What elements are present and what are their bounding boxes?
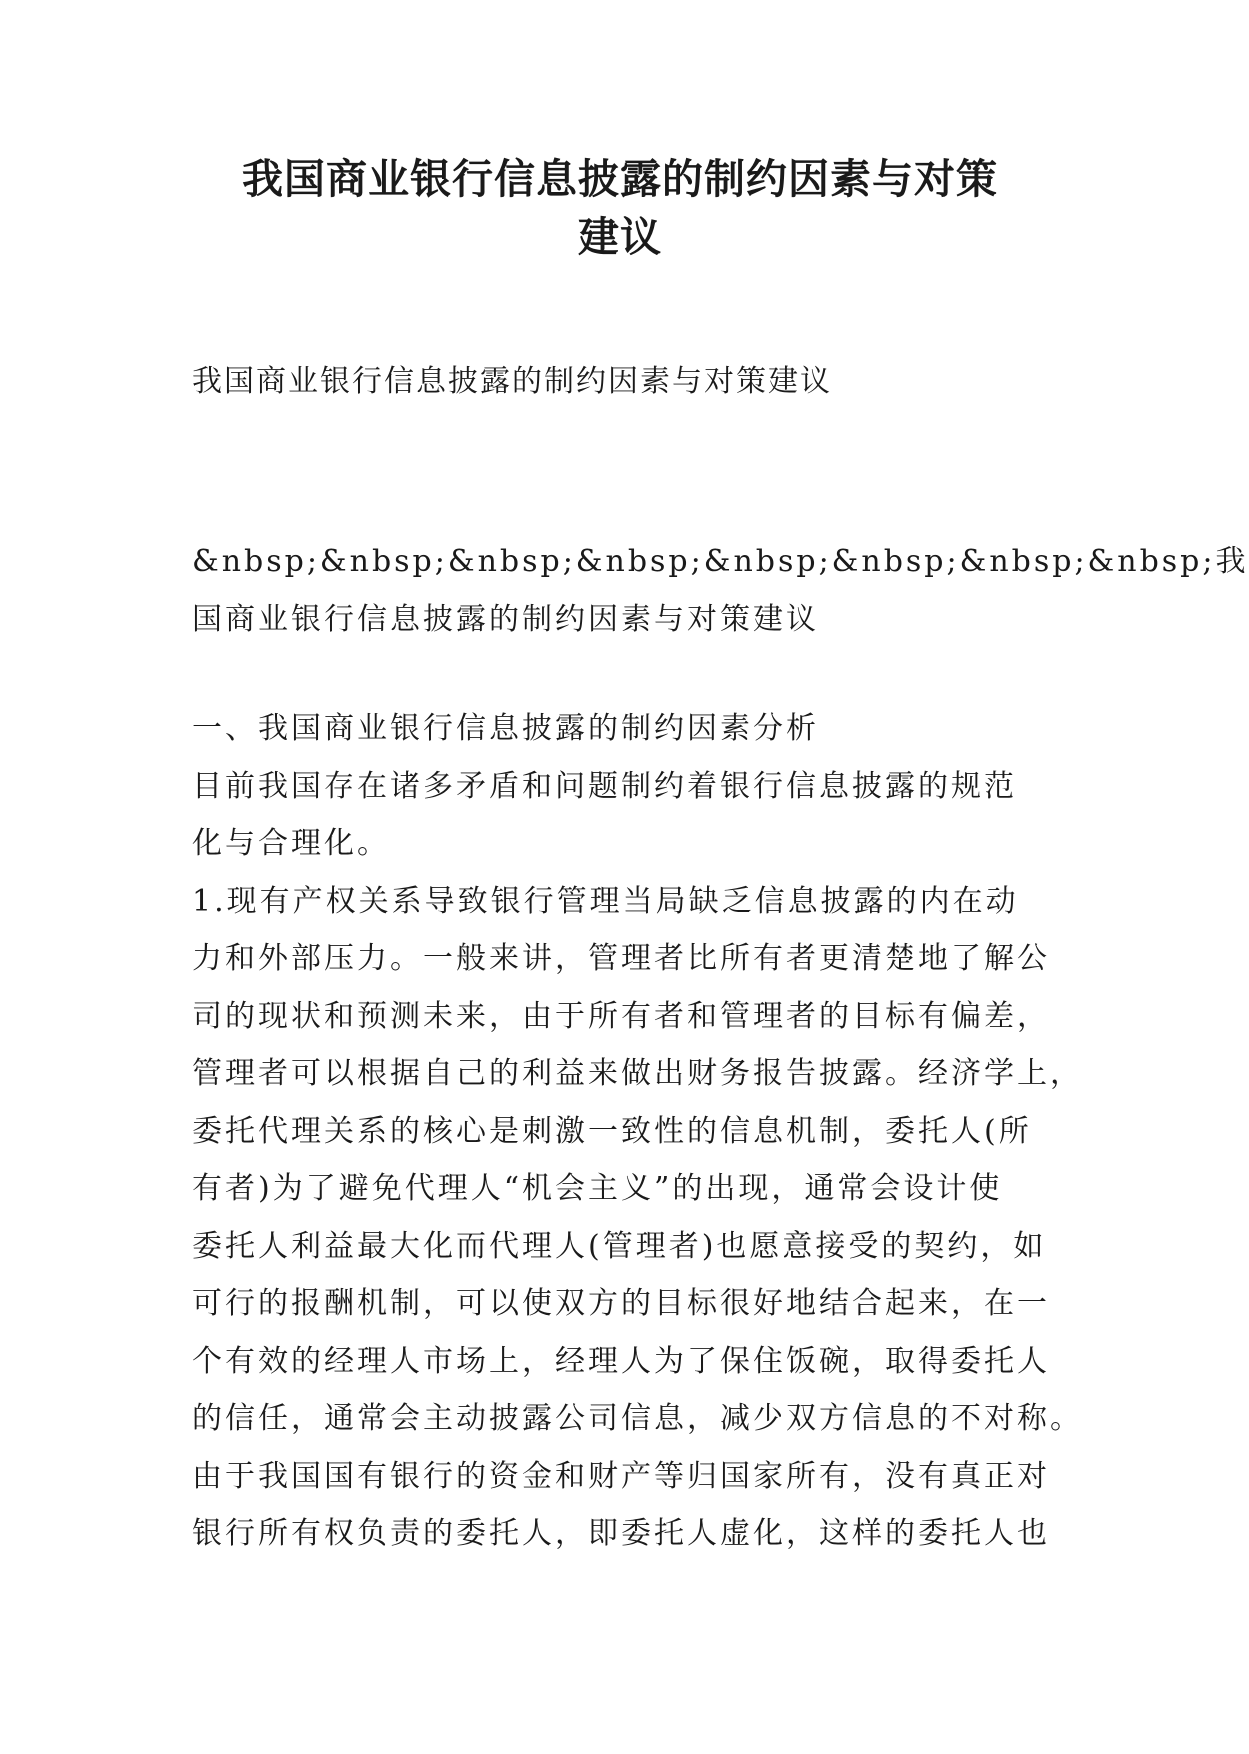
intro-line-1-end: 我 — [1215, 544, 1249, 579]
intro-paragraph — [192, 533, 1249, 648]
paragraph-line: 由于我国国有银行的资金和财产等归国家所有，没有真正对 — [192, 1458, 1050, 1494]
paragraph-line: 的信任，通常会主动披露公司信息，减少双方信息的不对称。 — [192, 1401, 1083, 1436]
paragraph-line: 司的现状和预测未来，由于所有者和管理者的目标有偏差， — [192, 998, 1050, 1034]
title-line-2: 建议 — [578, 213, 662, 261]
paragraph-line: 管理者可以根据自己的利益来做出财务报告披露。经济学上， — [192, 1056, 1083, 1091]
document-subtitle: 我国商业银行信息披露的制约因素与对策建议 — [192, 364, 832, 399]
section-body — [192, 700, 1083, 1563]
paragraph-line: 委托代理关系的核心是刺激一致性的信息机制，委托人(所 — [192, 1113, 1032, 1149]
paragraph-line: 化与合理化。 — [192, 826, 390, 861]
document-title — [190, 150, 1050, 266]
nbsp-text: &nbsp;&nbsp;&nbsp;&nbsp;&nbsp;&nbsp;&nbsp;&nbsp; — [192, 544, 1216, 579]
paragraph-line: 可行的报酬机制，可以使双方的目标很好地结合起来，在一 — [192, 1286, 1050, 1321]
paragraph-line: 个有效的经理人市场上，经理人为了保住饭碗，取得委托人 — [192, 1343, 1050, 1379]
paragraph-line: 委托人利益最大化而代理人(管理者)也愿意接受的契约，如 — [192, 1228, 1047, 1264]
paragraph-line: 力和外部压力。一般来讲，管理者比所有者更清楚地了解公 — [192, 941, 1050, 976]
paragraph-line: 目前我国存在诸多矛盾和问题制约着银行信息披露的规范 — [192, 768, 1017, 804]
intro-line-2: 国商业银行信息披露的制约因素与对策建议 — [192, 601, 819, 637]
paragraph-line: 1.现有产权关系导致银行管理当局缺乏信息披露的内在动 — [192, 883, 1019, 919]
intro-line-1 — [192, 533, 1249, 591]
paragraph-line: 有者)为了避免代理人“机会主义”的出现，通常会设计使 — [192, 1171, 1003, 1206]
section-heading: 一、我国商业银行信息披露的制约因素分析 — [192, 711, 819, 746]
paragraph-line: 银行所有权负责的委托人，即委托人虚化，这样的委托人也 — [192, 1516, 1050, 1551]
title-line-1: 我国商业银行信息披露的制约因素与对策 — [242, 155, 998, 203]
